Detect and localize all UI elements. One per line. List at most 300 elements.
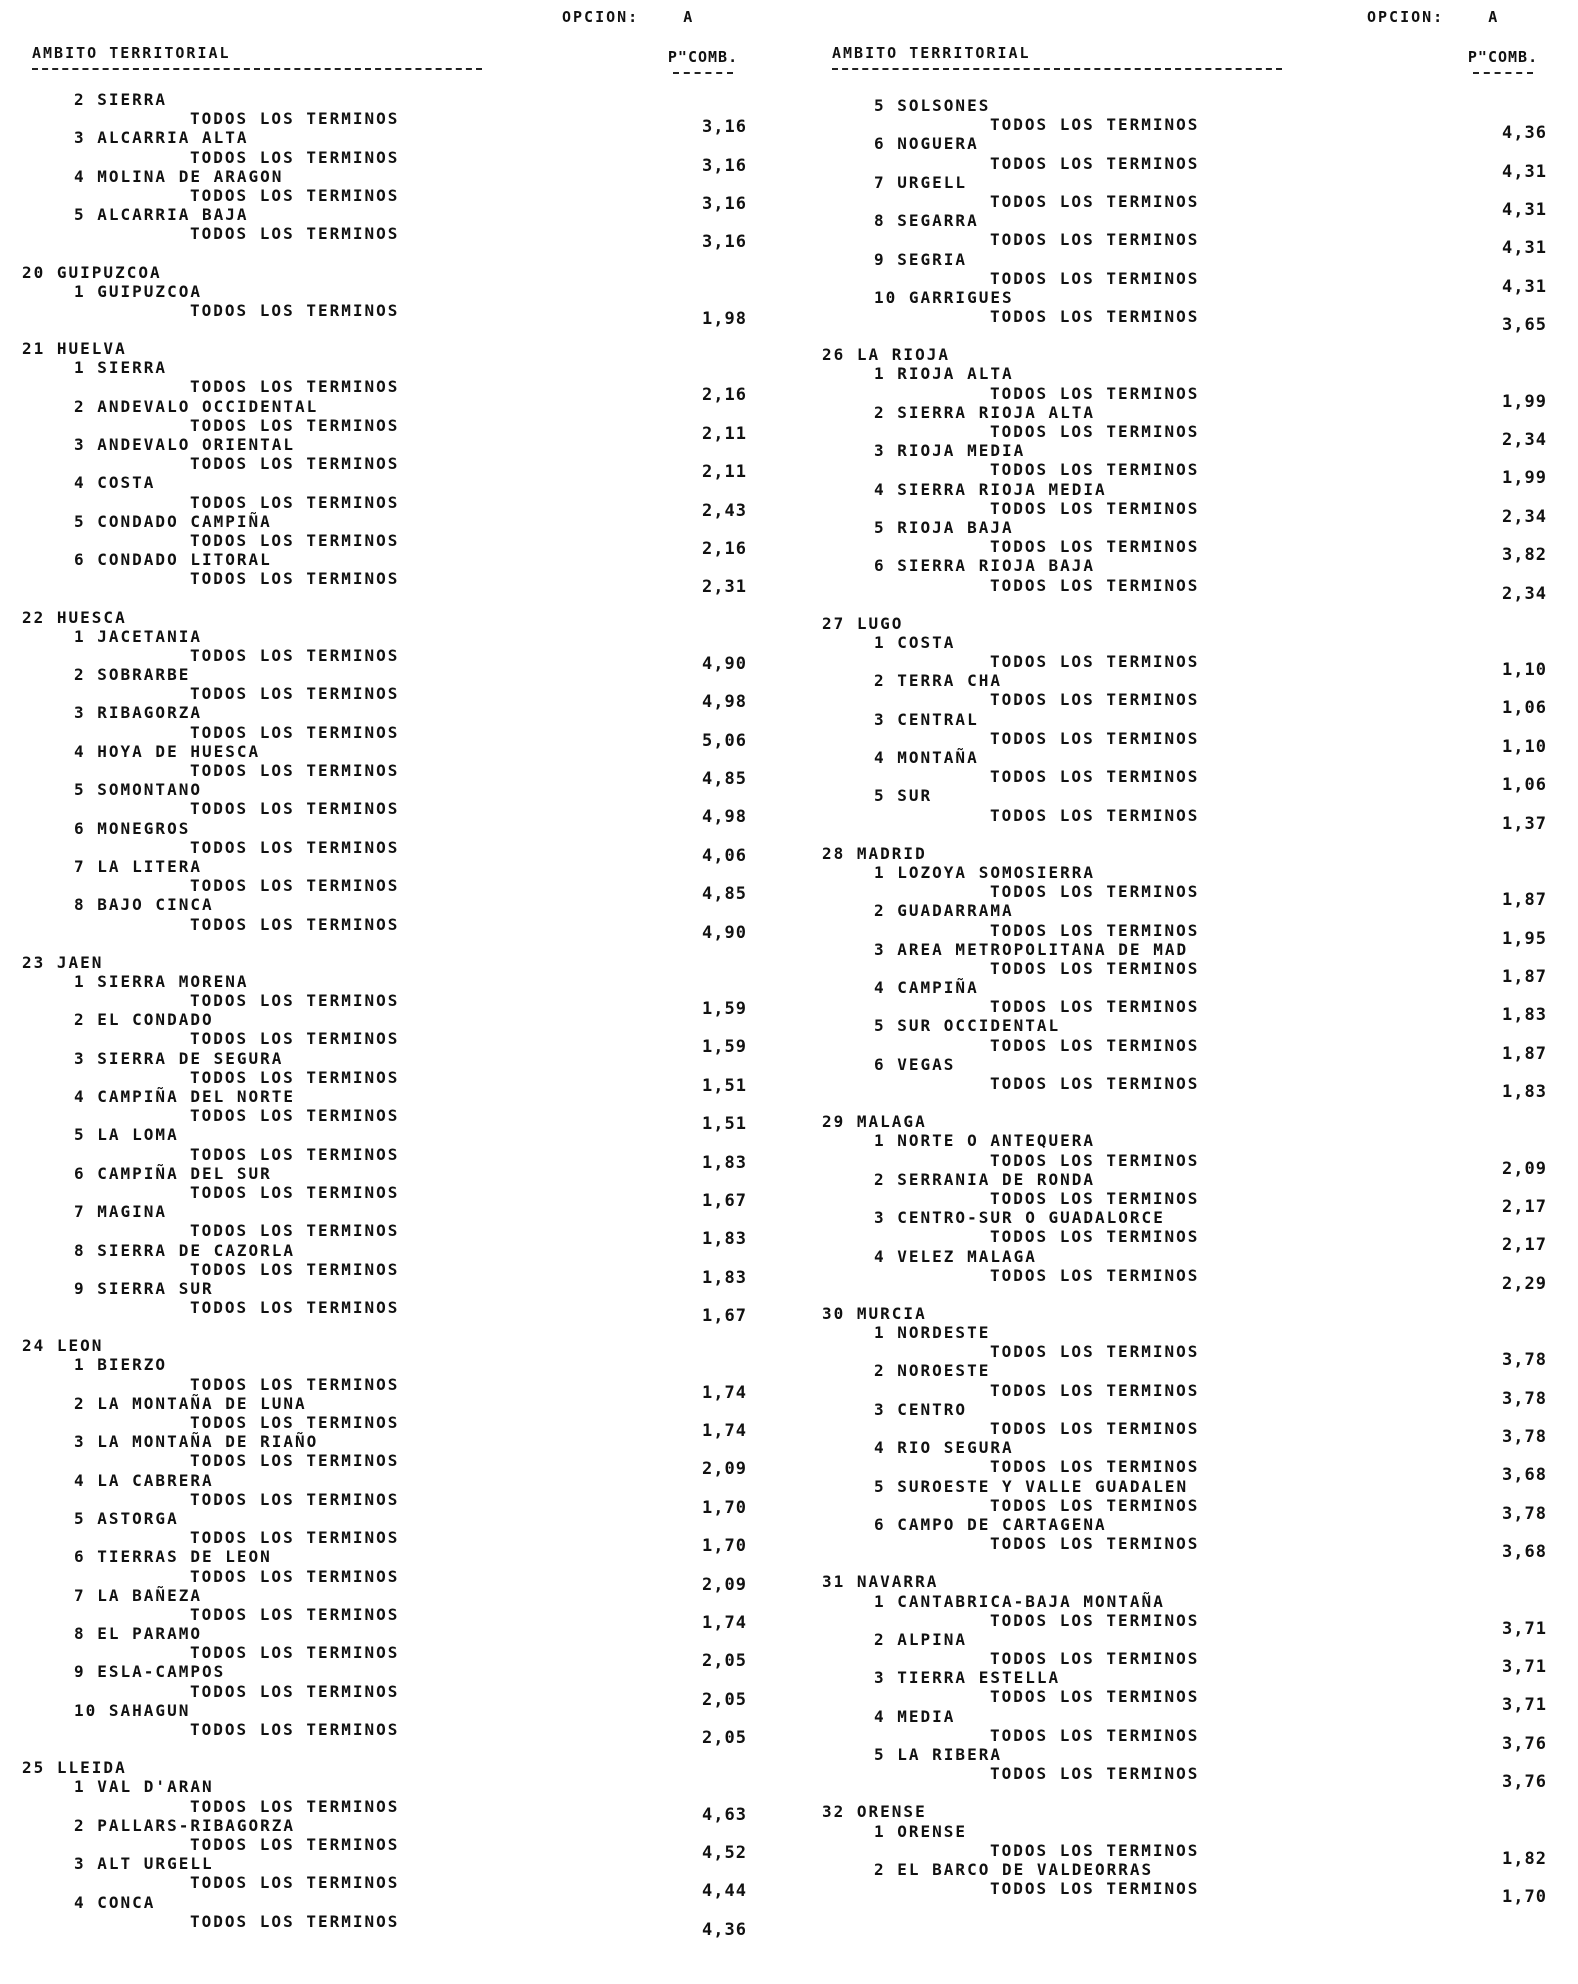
pcomb-value: 1,74 (702, 1382, 747, 1403)
comarca-name: 6 CONDADO LITORAL (74, 550, 272, 570)
comarca-name: 5 LA RIBERA (874, 1745, 1002, 1764)
terms-row (822, 575, 1578, 604)
terms-row (822, 1188, 1578, 1217)
comarca-name: 4 VELEZ MALAGA (874, 1246, 1037, 1266)
terms-row (22, 1298, 782, 1327)
comarca-name: 2 EL BARCO DE VALDEORRAS (874, 1859, 1154, 1879)
comarca-row (822, 556, 1578, 575)
pcomb-value: 1,10 (1502, 660, 1547, 681)
pcomb-value: 3,65 (1502, 315, 1547, 336)
comarca-name: 3 AREA METROPOLITANA DE MAD (874, 939, 1189, 959)
comarca-row (822, 1860, 1578, 1879)
comarca-name: 1 NORDESTE (874, 1323, 991, 1343)
pcomb-value: 3,16 (702, 193, 747, 214)
terms-row (822, 1534, 1578, 1563)
pcomb-value: 2,29 (1502, 1273, 1547, 1294)
terms-label: TODOS LOS TERMINOS (190, 914, 400, 934)
terms-row (22, 1182, 782, 1211)
pcomb-value: 2,09 (702, 1459, 747, 1480)
comarca-row (822, 863, 1578, 882)
pcomb-value: 3,68 (1502, 1465, 1547, 1486)
comarca-row (22, 1241, 782, 1260)
comarca-row (822, 1477, 1578, 1496)
header-pcomb (1462, 48, 1544, 74)
terms-label: TODOS LOS TERMINOS (190, 799, 400, 819)
right-column (822, 0, 1578, 1984)
terms-label: TODOS LOS TERMINOS (990, 690, 1200, 710)
terms-label: TODOS LOS TERMINOS (190, 1566, 400, 1586)
comarca-name: 4 CAMPIÑA (874, 978, 979, 998)
comarca-name: 2 EL CONDADO (74, 1010, 214, 1030)
comarca-row (22, 1624, 782, 1643)
pcomb-value: 4,06 (702, 845, 747, 866)
comarca-row (822, 441, 1578, 460)
province-name: 28 MADRID (822, 843, 927, 863)
comarca-row (822, 901, 1578, 920)
comarca-row (822, 1361, 1578, 1380)
comarca-name: 4 HOYA DE HUESCA (74, 741, 261, 761)
terms-label: TODOS LOS TERMINOS (190, 684, 400, 704)
terms-row (822, 1725, 1578, 1754)
comarca-row (822, 1131, 1578, 1150)
terms-label: TODOS LOS TERMINOS (190, 492, 400, 512)
comarca-name: 3 RIOJA MEDIA (874, 441, 1026, 461)
terms-label: TODOS LOS TERMINOS (990, 728, 1200, 748)
comarca-row (22, 742, 782, 761)
terms-label: TODOS LOS TERMINOS (190, 1413, 400, 1432)
pcomb-value: 3,16 (702, 155, 747, 176)
province-row (22, 263, 782, 282)
terms-label: TODOS LOS TERMINOS (190, 837, 400, 857)
comarca-name: 3 RIBAGORZA (74, 703, 202, 723)
header-ambito-label: AMBITO TERRITORIAL (32, 44, 231, 62)
pcomb-value: 1,99 (1502, 468, 1547, 489)
province-name: 29 MALAGA (822, 1112, 927, 1132)
terms-label: TODOS LOS TERMINOS (990, 1188, 1200, 1208)
pcomb-value: 3,78 (1502, 1503, 1547, 1524)
comarca-row (822, 1592, 1578, 1611)
comarca-name: 7 LA LITERA (74, 856, 202, 876)
comarca-name: 2 SOBRARBE (74, 665, 191, 685)
pcomb-value: 2,09 (1502, 1158, 1547, 1179)
comarca-name: 3 ALCARRIA ALTA (74, 128, 249, 148)
terms-row (822, 1419, 1578, 1447)
terms-row (22, 1413, 782, 1441)
pcomb-value: 4,85 (702, 769, 747, 789)
comarca-row (822, 173, 1578, 192)
terms-label: TODOS LOS TERMINOS (190, 377, 400, 397)
comarca-row (822, 940, 1578, 959)
comarca-row (822, 1515, 1578, 1534)
terms-label: TODOS LOS TERMINOS (190, 1067, 400, 1087)
pcomb-value: 1,83 (702, 1267, 747, 1288)
terms-label: TODOS LOS TERMINOS (190, 185, 400, 205)
pcomb-value: 4,63 (702, 1804, 747, 1825)
comarca-name: 5 SOMONTANO (74, 780, 202, 800)
comarca-name: 2 PALLARS-RIBAGORZA (74, 1815, 296, 1835)
comarca-row (22, 1279, 782, 1298)
comarca-row (822, 748, 1578, 767)
pcomb-value: 1,67 (702, 1190, 747, 1211)
comarca-name: 6 CAMPO DE CARTAGENA (874, 1514, 1107, 1534)
terms-label: TODOS LOS TERMINOS (990, 1495, 1200, 1515)
terms-row (22, 300, 782, 329)
comarca-row (22, 665, 782, 684)
terms-label: TODOS LOS TERMINOS (190, 224, 400, 244)
terms-row (22, 224, 782, 253)
comarca-name: 3 SIERRA DE SEGURA (74, 1048, 284, 1068)
terms-label: TODOS LOS TERMINOS (990, 422, 1200, 441)
comarca-row (822, 1400, 1578, 1419)
terms-row (822, 805, 1578, 834)
comarca-name: 10 GARRIGUES (874, 287, 1014, 307)
comarca-name: 8 SEGARRA (874, 211, 979, 231)
pcomb-value: 4,90 (702, 922, 747, 943)
pcomb-value: 1,70 (1502, 1887, 1547, 1908)
comarca-name: 4 CAMPIÑA DEL NORTE (74, 1087, 296, 1106)
comarca-row (822, 134, 1578, 153)
terms-label: TODOS LOS TERMINOS (190, 1144, 400, 1164)
pcomb-value: 2,34 (1502, 583, 1547, 604)
terms-row (822, 422, 1578, 450)
comarca-name: 4 MONTAÑA (874, 748, 979, 767)
comarca-row (22, 1125, 782, 1144)
comarca-row (822, 786, 1578, 805)
right-table-body (822, 96, 1578, 1908)
pcomb-value: 1,06 (1502, 775, 1547, 796)
pcomb-value: 2,34 (1502, 506, 1547, 527)
terms-row (822, 1265, 1578, 1294)
comarca-row (22, 1893, 782, 1912)
header-rule (1473, 72, 1533, 74)
opcion-indicator (1367, 8, 1499, 26)
terms-label: TODOS LOS TERMINOS (990, 537, 1200, 557)
terms-row (22, 761, 782, 789)
terms-label: TODOS LOS TERMINOS (190, 1681, 400, 1701)
terms-label: TODOS LOS TERMINOS (190, 722, 400, 742)
pcomb-value: 4,31 (1502, 238, 1547, 259)
pcomb-value: 2,31 (702, 577, 747, 598)
pcomb-value: 4,31 (1502, 276, 1547, 297)
terms-label: TODOS LOS TERMINOS (190, 1911, 400, 1931)
comarca-name: 3 ANDEVALO ORIENTAL (74, 435, 296, 454)
comarca-row (822, 403, 1578, 422)
terms-label: TODOS LOS TERMINOS (190, 569, 400, 589)
province-name: 21 HUELVA (22, 339, 127, 359)
comarca-name: 2 LA MONTAÑA DE LUNA (74, 1393, 307, 1413)
comarca-row (22, 857, 782, 876)
comarca-row (822, 633, 1578, 652)
header-ambito (832, 44, 1282, 70)
terms-label: TODOS LOS TERMINOS (190, 1643, 400, 1663)
terms-label: TODOS LOS TERMINOS (190, 876, 400, 896)
comarca-name: 4 SIERRA RIOJA MEDIA (874, 479, 1107, 499)
terms-label: TODOS LOS TERMINOS (190, 1298, 400, 1318)
comarca-name: 8 BAJO CINCA (74, 895, 214, 915)
comarca-name: 4 COSTA (74, 473, 156, 493)
comarca-row (22, 1547, 782, 1566)
province-row (22, 1758, 782, 1777)
pcomb-value: 1,83 (702, 1152, 747, 1173)
comarca-name: 9 SIERRA SUR (74, 1278, 214, 1298)
comarca-row (822, 710, 1578, 729)
comarca-row (22, 1049, 782, 1068)
comarca-name: 6 NOGUERA (874, 134, 979, 154)
province-row (822, 1304, 1578, 1323)
comarca-row (22, 1509, 782, 1528)
pcomb-value: 2,05 (702, 1689, 747, 1710)
terms-row (822, 1074, 1578, 1102)
pcomb-value: 1,59 (702, 1037, 747, 1058)
comarca-name: 1 BIERZO (74, 1355, 168, 1375)
terms-label: TODOS LOS TERMINOS (190, 1604, 400, 1624)
terms-label: TODOS LOS TERMINOS (190, 1834, 400, 1854)
terms-label: TODOS LOS TERMINOS (990, 1534, 1200, 1554)
comarca-row (22, 780, 782, 799)
comarca-row (22, 1586, 782, 1605)
comarca-row (822, 1707, 1578, 1726)
comarca-name: 2 SIERRA RIOJA ALTA (874, 402, 1096, 422)
terms-label: TODOS LOS TERMINOS (990, 1649, 1200, 1669)
terms-label: TODOS LOS TERMINOS (990, 997, 1200, 1017)
terms-label: TODOS LOS TERMINOS (190, 454, 400, 474)
pcomb-value: 2,16 (702, 538, 747, 559)
province-row (822, 1802, 1578, 1821)
comarca-row (822, 1438, 1578, 1457)
comarca-row (22, 128, 782, 147)
comarca-row (22, 1010, 782, 1029)
comarca-name: 3 CENTRO-SUR O GUADALORCE (874, 1208, 1165, 1228)
comarca-name: 9 SEGRIA (874, 249, 968, 269)
terms-label: TODOS LOS TERMINOS (190, 300, 400, 320)
terms-label: TODOS LOS TERMINOS (990, 1035, 1200, 1055)
comarca-row (22, 1164, 782, 1183)
comarca-name: 1 COSTA (874, 632, 956, 652)
comarca-row (822, 211, 1578, 230)
pcomb-value: 2,05 (702, 1728, 747, 1748)
pcomb-value: 3,16 (702, 117, 747, 138)
pcomb-value: 1,87 (1502, 1043, 1547, 1064)
comarca-name: 1 SIERRA MORENA (74, 971, 249, 991)
comarca-name: 2 SERRANIA DE RONDA (874, 1169, 1096, 1189)
pcomb-value: 4,31 (1502, 161, 1547, 182)
pcomb-value: 3,71 (1502, 1657, 1547, 1678)
pcomb-value: 2,11 (702, 423, 747, 444)
province-row (22, 608, 782, 627)
pcomb-value: 2,09 (702, 1574, 747, 1595)
terms-label: TODOS LOS TERMINOS (190, 1374, 400, 1394)
pcomb-value: 2,11 (702, 462, 747, 483)
opcion-value: A (683, 8, 695, 26)
terms-label: TODOS LOS TERMINOS (990, 805, 1200, 825)
left-table-body (22, 90, 782, 1940)
terms-label: TODOS LOS TERMINOS (990, 1725, 1200, 1745)
terms-label: TODOS LOS TERMINOS (990, 958, 1200, 978)
terms-label: TODOS LOS TERMINOS (190, 147, 400, 167)
pcomb-value: 1,67 (702, 1306, 747, 1327)
pcomb-value: 1,51 (702, 1075, 747, 1096)
comarca-name: 2 NOROESTE (874, 1361, 991, 1381)
comarca-name: 5 RIOJA BAJA (874, 517, 1014, 537)
comarca-name: 6 MONEGROS (74, 818, 191, 838)
terms-row (22, 1834, 782, 1863)
pcomb-value: 3,82 (1502, 545, 1547, 566)
comarca-name: 4 MEDIA (874, 1706, 956, 1726)
province-row (22, 1336, 782, 1355)
province-row (822, 1112, 1578, 1131)
comarca-name: 5 SUR (874, 786, 933, 806)
comarca-row (22, 1471, 782, 1490)
terms-label: TODOS LOS TERMINOS (190, 1259, 400, 1279)
pcomb-value: 4,52 (702, 1842, 747, 1863)
comarca-name: 1 RIOJA ALTA (874, 364, 1014, 384)
comarca-name: 7 URGELL (874, 172, 968, 192)
comarca-row (22, 205, 782, 224)
comarca-row (22, 1816, 782, 1835)
terms-row (22, 185, 782, 214)
comarca-row (822, 1170, 1578, 1189)
pcomb-value: 3,68 (1502, 1542, 1547, 1563)
comarca-name: 5 SUROESTE Y VALLE GUADALEN (874, 1476, 1189, 1496)
comarca-row (22, 895, 782, 914)
comarca-row (22, 550, 782, 569)
terms-row (822, 1764, 1578, 1793)
pcomb-value: 1,83 (1502, 1082, 1547, 1102)
comarca-row (822, 1745, 1578, 1764)
comarca-row (822, 1822, 1578, 1841)
terms-label: TODOS LOS TERMINOS (190, 530, 400, 550)
comarca-row (22, 282, 782, 301)
comarca-name: 1 CANTABRICA-BAJA MONTAÑA (874, 1591, 1165, 1611)
pcomb-value: 1,87 (1502, 966, 1547, 987)
pcomb-value: 1,70 (702, 1497, 747, 1518)
terms-row (822, 728, 1578, 757)
province-name: 31 NAVARRA (822, 1572, 939, 1592)
province-name: 32 ORENSE (822, 1802, 927, 1822)
terms-label: TODOS LOS TERMINOS (990, 115, 1200, 135)
pcomb-value: 4,36 (702, 1919, 747, 1940)
province-name: 26 LA RIOJA (822, 345, 950, 365)
terms-label: TODOS LOS TERMINOS (990, 882, 1200, 902)
comarca-row (822, 1208, 1578, 1227)
terms-row (22, 1067, 782, 1096)
terms-label: TODOS LOS TERMINOS (190, 1029, 400, 1049)
terms-label: TODOS LOS TERMINOS (190, 1451, 400, 1471)
comarca-name: 9 ESLA-CAMPOS (74, 1662, 226, 1682)
province-name: 20 GUIPUZCOA (22, 262, 162, 282)
pcomb-value: 4,31 (1502, 199, 1547, 220)
pcomb-value: 1,82 (1502, 1848, 1547, 1869)
comarca-row (22, 1432, 782, 1451)
terms-label: TODOS LOS TERMINOS (190, 761, 400, 780)
pcomb-value: 2,17 (1502, 1196, 1547, 1217)
comarca-name: 6 TIERRAS DE LEON (74, 1547, 272, 1567)
comarca-name: 8 EL PARAMO (74, 1624, 202, 1644)
comarca-name: 1 VAL D'ARAN (74, 1777, 214, 1797)
comarca-row (22, 627, 782, 646)
province-name: 22 HUESCA (22, 607, 127, 627)
comarca-name: 2 SIERRA (74, 90, 168, 109)
pcomb-value: 1,87 (1502, 890, 1547, 911)
terms-row (22, 530, 782, 559)
terms-label: TODOS LOS TERMINOS (990, 1419, 1200, 1438)
terms-row (22, 569, 782, 598)
province-row (822, 345, 1578, 364)
pcomb-value: 1,70 (702, 1536, 747, 1557)
comarca-name: 1 JACETANIA (74, 626, 202, 646)
comarca-name: 5 CONDADO CAMPIÑA (74, 511, 272, 531)
terms-label: TODOS LOS TERMINOS (990, 1265, 1200, 1285)
header-rule (32, 68, 482, 70)
terms-row (22, 1911, 782, 1940)
pcomb-value: 3,71 (1502, 1695, 1547, 1716)
header-pcomb-label: P"COMB. (1467, 48, 1539, 66)
header-ambito (32, 44, 482, 70)
pcomb-value: 4,98 (702, 807, 747, 828)
comarca-name: 7 LA BAÑEZA (74, 1585, 202, 1605)
province-row (822, 844, 1578, 863)
province-name: 24 LEON (22, 1336, 104, 1356)
comarca-row (822, 1630, 1578, 1649)
terms-row (22, 415, 782, 444)
comarca-name: 1 GUIPUZCOA (74, 281, 202, 301)
comarca-name: 2 TERRA CHA (874, 671, 1002, 691)
pcomb-value: 2,34 (1502, 430, 1547, 450)
comarca-row (22, 1854, 782, 1873)
comarca-name: 5 LA LOMA (74, 1125, 179, 1145)
pcomb-value: 5,06 (702, 730, 747, 751)
comarca-name: 10 SAHAGUN (74, 1700, 191, 1720)
terms-label: TODOS LOS TERMINOS (990, 1227, 1200, 1247)
pcomb-value: 3,78 (1502, 1350, 1547, 1371)
terms-label: TODOS LOS TERMINOS (990, 1457, 1200, 1477)
comarca-row (22, 703, 782, 722)
comarca-row (22, 397, 782, 416)
comarca-name: 2 ANDEVALO OCCIDENTAL (74, 396, 319, 416)
comarca-row (822, 1323, 1578, 1342)
comarca-name: 2 GUADARRAMA (874, 901, 1014, 921)
pcomb-value: 3,78 (1502, 1427, 1547, 1447)
comarca-row (22, 819, 782, 838)
comarca-name: 1 SIERRA (74, 358, 168, 378)
comarca-row (22, 90, 782, 109)
terms-label: TODOS LOS TERMINOS (990, 230, 1200, 250)
comarca-name: 8 SIERRA DE CAZORLA (74, 1240, 296, 1260)
terms-label: TODOS LOS TERMINOS (190, 109, 400, 129)
comarca-row (22, 1701, 782, 1720)
left-column (22, 0, 782, 1984)
pcomb-value: 1,83 (1502, 1005, 1547, 1026)
opcion-value: A (1488, 8, 1500, 26)
terms-label: TODOS LOS TERMINOS (990, 383, 1200, 403)
terms-label: TODOS LOS TERMINOS (990, 1074, 1200, 1093)
header-rule (832, 68, 1282, 70)
terms-label: TODOS LOS TERMINOS (990, 1764, 1200, 1784)
comarca-name: 5 ALCARRIA BAJA (74, 205, 249, 225)
comarca-row (822, 978, 1578, 997)
pcomb-value: 1,74 (702, 1612, 747, 1633)
province-name: 27 LUGO (822, 613, 904, 633)
terms-label: TODOS LOS TERMINOS (990, 1840, 1200, 1860)
pcomb-value: 2,17 (1502, 1235, 1547, 1256)
comarca-row (822, 1668, 1578, 1687)
comarca-row (22, 1202, 782, 1221)
province-row (822, 614, 1578, 633)
terms-label: TODOS LOS TERMINOS (990, 1687, 1200, 1707)
terms-row (822, 1879, 1578, 1908)
pcomb-value: 2,43 (702, 500, 747, 521)
pcomb-value: 4,98 (702, 692, 747, 713)
